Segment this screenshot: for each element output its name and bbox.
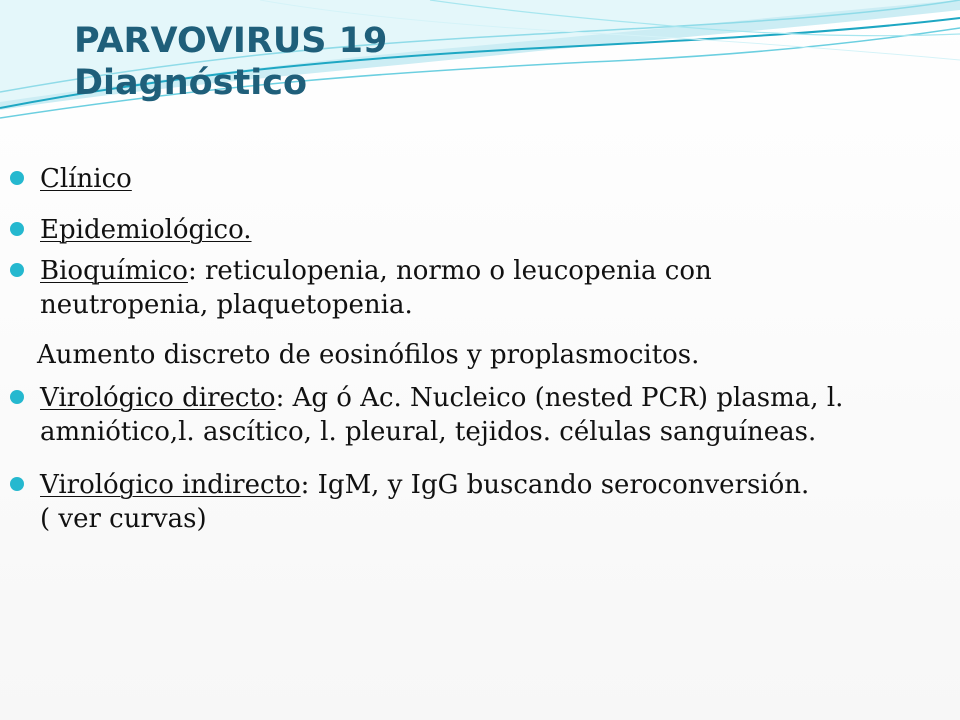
diagnostic-term: Clínico xyxy=(40,164,132,194)
bullet-icon xyxy=(10,222,24,236)
list-item-line xyxy=(40,468,940,502)
list-item-line xyxy=(40,381,940,415)
list-item-continuation: neutropenia, plaquetopenia. xyxy=(40,290,413,320)
diagnostic-description: : IgM, y IgG buscando seroconversión. xyxy=(300,470,810,500)
bullet-icon xyxy=(10,171,24,185)
bullet-icon xyxy=(10,263,24,277)
bullet-icon xyxy=(10,477,24,491)
diagnostic-description: : reticulopenia, normo o leucopenia con xyxy=(187,256,712,286)
diagnostic-term: Virológico indirecto xyxy=(40,470,301,500)
diagnostic-term: Bioquímico xyxy=(40,256,188,286)
title-line-1: PARVOVIRUS 19 xyxy=(74,21,388,61)
list-item xyxy=(40,468,940,536)
note-text: Aumento discreto de eosinófilos y proplasmocitos. xyxy=(37,340,700,370)
bullet-icon xyxy=(10,390,24,404)
diagnostic-description: : Ag ó Ac. Nucleico (nested PCR) plasma, l. xyxy=(275,383,844,413)
list-item xyxy=(40,162,940,196)
list-item xyxy=(40,381,940,449)
list-item xyxy=(40,213,940,247)
title-line-2: Diagnóstico xyxy=(74,63,308,103)
diagnostic-term: Epidemiológico. xyxy=(40,215,252,245)
list-item-continuation: amniótico,l. ascítico, l. pleural, tejidos. células sanguíneas. xyxy=(40,417,817,447)
list-item xyxy=(40,254,940,322)
list-item-continuation: ( ver curvas) xyxy=(40,504,207,534)
list-item-line xyxy=(40,254,940,288)
list-note xyxy=(37,338,937,372)
diagnostic-term: Virológico directo xyxy=(40,383,276,413)
